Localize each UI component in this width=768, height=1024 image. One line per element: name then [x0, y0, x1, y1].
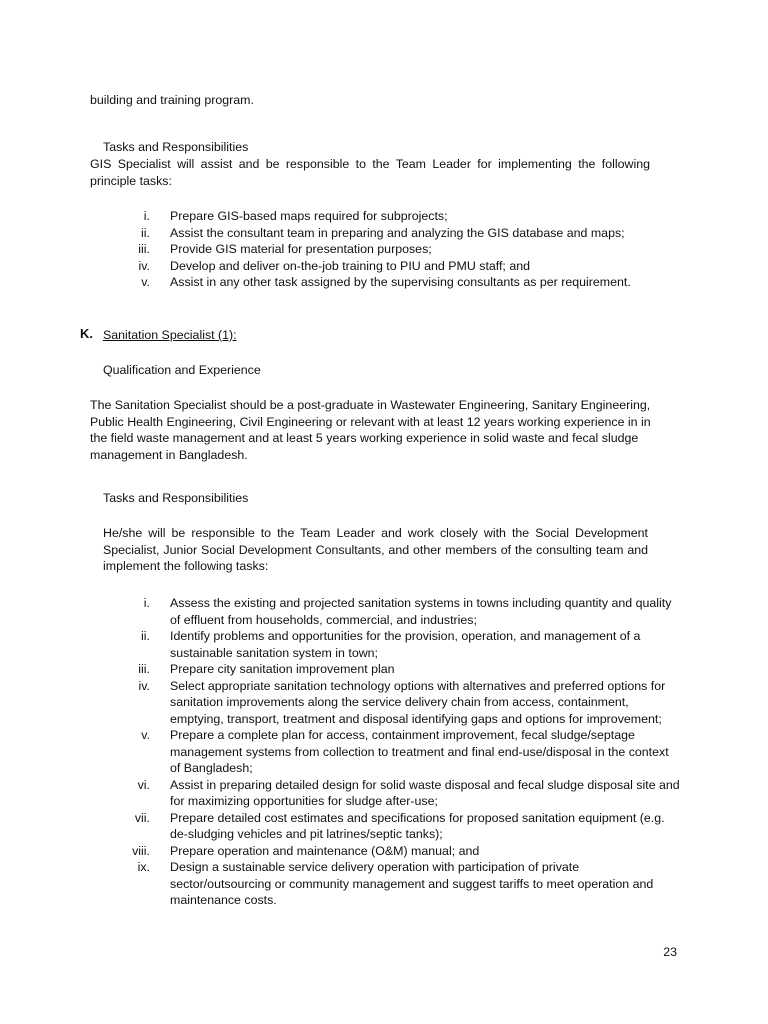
- list-item: [90, 678, 690, 728]
- list-item-number: i.: [143, 209, 150, 223]
- list-item: [90, 810, 690, 843]
- list-item-number: iv.: [138, 258, 150, 273]
- list-item-number: v.: [141, 728, 150, 742]
- list-item: [90, 727, 690, 777]
- gis-task-list: [90, 208, 690, 291]
- list-item-number: v.: [141, 275, 150, 289]
- list-item-number: viii.: [132, 843, 150, 858]
- continuation-text: building and training program.: [90, 93, 254, 107]
- qualification-text: The Sanitation Specialist should be a post-graduate in Wastewater Engineering, Sanitary Engineering, Public Health Engineering, Civil Engineering or relevant with at least 12 years working experience in in the field waste management and at least 5 years working experience in solid waste and fecal sludge management in Bangladesh.: [90, 398, 651, 462]
- page-number: 23: [663, 945, 677, 959]
- list-item: [90, 859, 690, 909]
- list-item-text: Provide GIS material for presentation purposes;: [170, 242, 432, 256]
- list-item-text: Prepare operation and maintenance (O&M) manual; and: [170, 843, 480, 858]
- list-item: [90, 208, 690, 225]
- list-item-text: Assist the consultant team in preparing and analyzing the GIS database and maps;: [170, 225, 625, 240]
- list-item-text: Prepare city sanitation improvement plan: [170, 662, 395, 676]
- list-item: [90, 274, 690, 291]
- list-item-number: ii.: [141, 629, 150, 643]
- list-item-text: Assist in any other task assigned by the supervising consultants as per requirement.: [170, 275, 631, 289]
- list-item-number: ii.: [141, 225, 150, 240]
- list-item-text: Prepare detailed cost estimates and specifications for proposed sanitation equipment (e.g. de-sludging vehicles and pit latrines/septic tanks);: [170, 810, 665, 841]
- list-item-text: Develop and deliver on-the-job training to PIU and PMU staff; and: [170, 258, 530, 273]
- sanitation-tasks-intro: He/she will be responsible to the Team Leader and work closely with the Social Development Specialist, Junior Social Development Consultants, and other members of the consulting team and implement the following tasks:: [103, 526, 648, 573]
- list-item-text: Design a sustainable service delivery operation with participation of private sector/outsourcing or community management and suggest tariffs to meet operation and maintenance costs.: [170, 860, 654, 907]
- list-item: [90, 595, 690, 628]
- list-item-text: Prepare a complete plan for access, containment improvement, fecal sludge/septage management systems from collection to treatment and final end-use/disposal in the context of Bangladesh;: [170, 728, 669, 775]
- list-item-number: iii.: [138, 662, 150, 676]
- list-item-text: Select appropriate sanitation technology options with alternatives and preferred options for sanitation improvements along the service delivery chain from access, containment, emptying, transport, treatment and disposal identifying gaps and options for improvement;: [170, 678, 666, 726]
- list-item-number: iv.: [138, 678, 150, 693]
- section-title: Sanitation Specialist (1):: [103, 328, 237, 342]
- sanitation-tasks-heading: Tasks and Responsibilities: [103, 491, 249, 505]
- list-item-text: Prepare GIS-based maps required for subprojects;: [170, 209, 448, 223]
- list-item-number: vii.: [134, 810, 150, 825]
- list-item-number: vi.: [137, 777, 150, 792]
- list-item: [90, 225, 690, 242]
- list-item: [90, 628, 690, 661]
- gis-tasks-intro: GIS Specialist will assist and be responsible to the Team Leader for implementing the following principle tasks:: [90, 157, 650, 188]
- sanitation-task-list: [90, 595, 690, 909]
- list-item-text: Assist in preparing detailed design for solid waste disposal and fecal sludge disposal site and for maximizing opportunities for sludge after-use;: [170, 777, 680, 808]
- gis-tasks-heading: Tasks and Responsibilities: [103, 140, 249, 154]
- list-item: [90, 661, 690, 678]
- list-item-text: Identify problems and opportunities for the provision, operation, and management of a sustainable sanitation system in town;: [170, 629, 641, 660]
- qualification-heading: Qualification and Experience: [103, 363, 261, 377]
- list-item: [90, 777, 690, 810]
- list-item-number: ix.: [137, 860, 150, 874]
- list-item: [90, 241, 690, 258]
- list-item-number: i.: [143, 596, 150, 610]
- list-item: [90, 258, 690, 275]
- section-letter: K.: [80, 326, 93, 341]
- list-item: [90, 843, 690, 860]
- list-item-text: Assess the existing and projected sanitation systems in towns including quantity and quality of effluent from households, commercial, and industries;: [170, 596, 672, 627]
- list-item-number: iii.: [138, 242, 150, 256]
